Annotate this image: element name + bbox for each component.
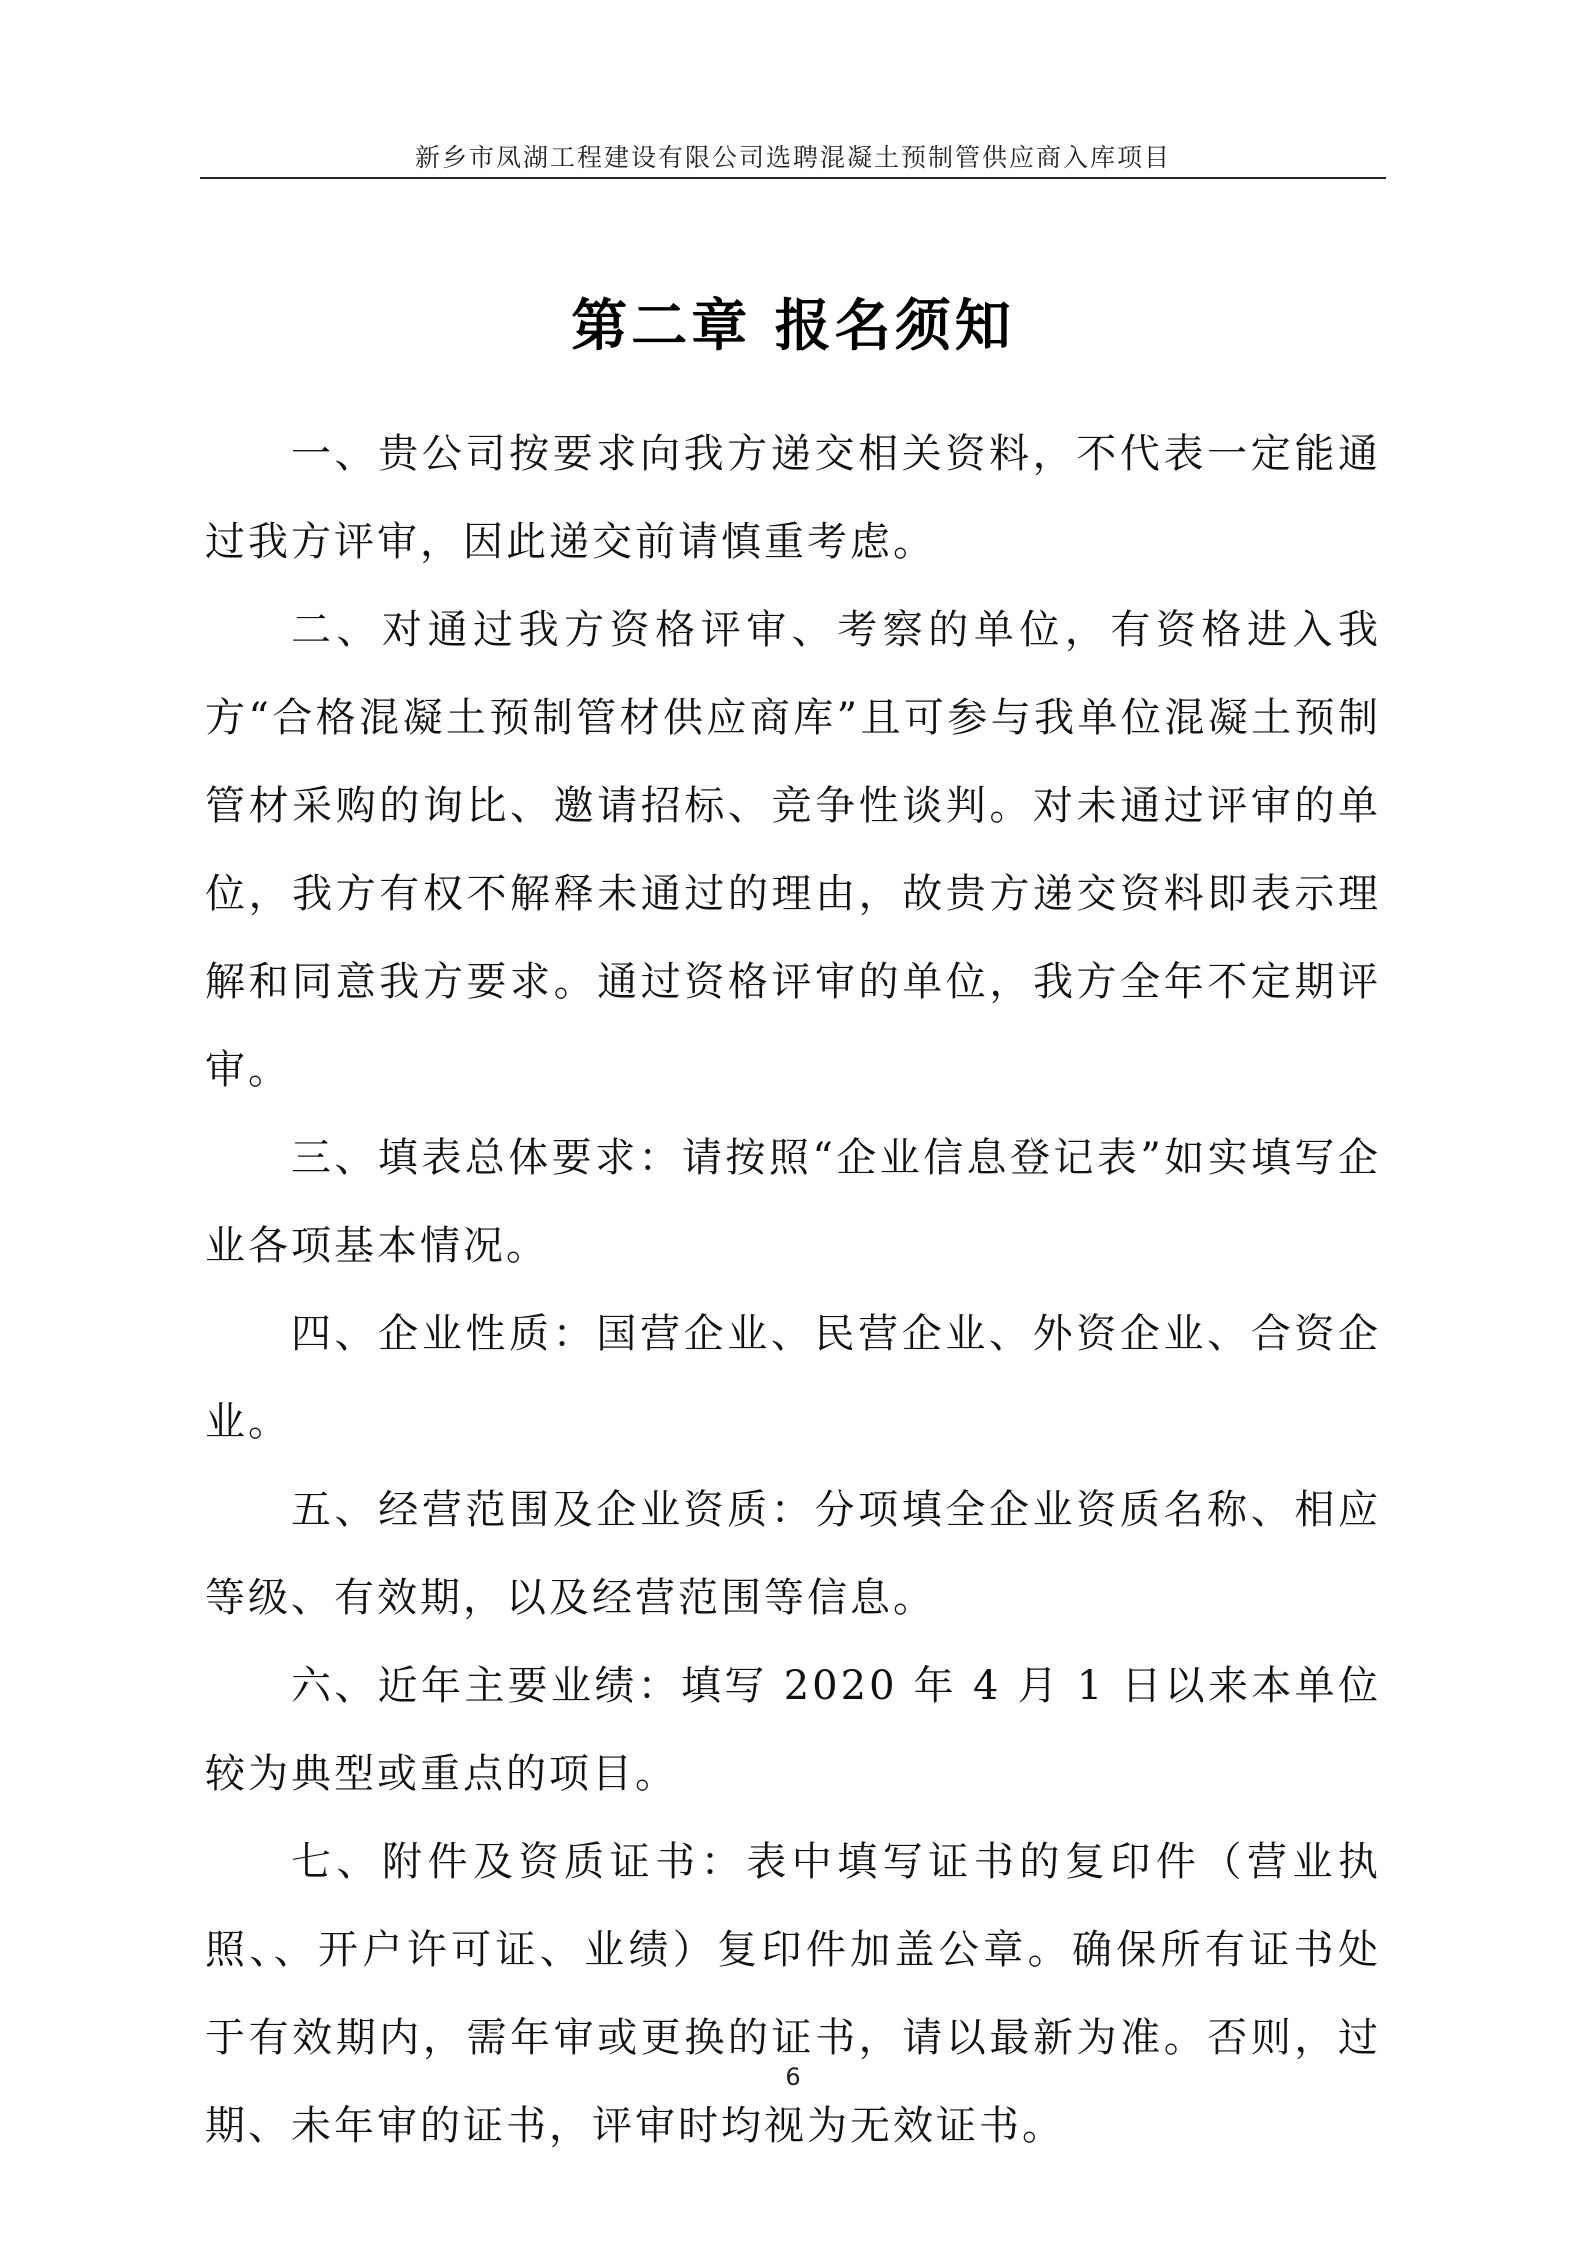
header-divider: [200, 177, 1386, 179]
paragraph-5: 五、经营范围及企业资质：分项填全企业资质名称、相应等级、有效期，以及经营范围等信息。: [205, 1487, 1381, 1621]
paragraph-2: 二、对通过我方资格评审、考察的单位，有资格进入我方“合格混凝土预制管材供应商库”且可参与我单位混凝土预制管材采购的询比、邀请招标、竞争性谈判。对未通过评审的单位，我方有权不解释未通过的理由，故贵方递交资料即表示理解和同意我方要求。通过资格评审的单位，我方全年不定期评审。: [205, 607, 1381, 1093]
chapter-title: 第二章 报名须知: [571, 294, 1015, 359]
paragraph-3: 三、填表总体要求：请按照“企业信息登记表”如实填写企业各项基本情况。: [205, 1135, 1381, 1269]
paragraph-1: 一、贵公司按要求向我方递交相关资料，不代表一定能通过我方评审，因此递交前请慎重考虑。: [205, 431, 1381, 565]
paragraph-4: 四、企业性质：国营企业、民营企业、外资企业、合资企业。: [205, 1311, 1381, 1445]
paragraph-6: 六、近年主要业绩：填写 2020 年 4 月 1 日以来本单位较为典型或重点的项目。: [205, 1663, 1381, 1797]
page-number: 6: [785, 2063, 801, 2091]
page-header: 新乡市凤湖工程建设有限公司选聘混凝土预制管供应商入库项目: [414, 143, 1171, 172]
paragraph-7: 七、附件及资质证书：表中填写证书的复印件（营业执照、、开户许可证、业绩）复印件加盖公章。确保所有证书处于有效期内，需年审或更换的证书，请以最新为准。否则，过期、未年审的证书，评审时均视为无效证书。: [205, 1839, 1381, 2149]
document-body: [205, 410, 1381, 2170]
